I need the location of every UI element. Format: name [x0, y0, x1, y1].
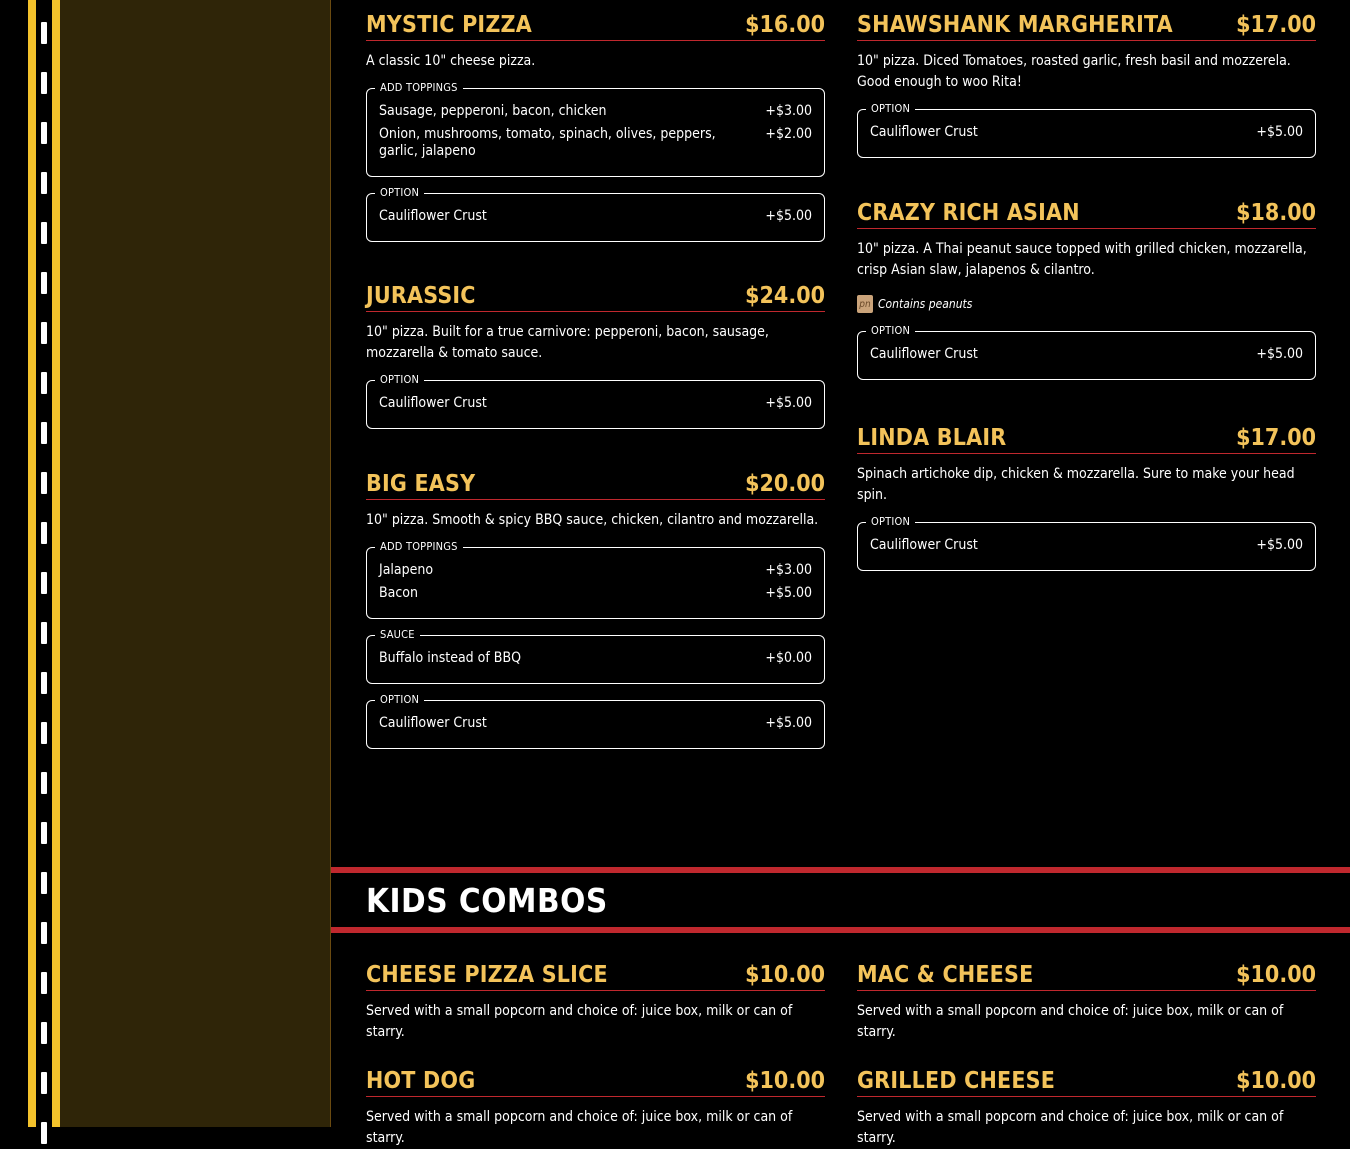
- option-row[interactable]: [870, 537, 1303, 554]
- item-description: 10" pizza. A Thai peanut sauce topped with grilled chicken, mozzarella, crisp Asian slaw, jalapenos & cilantro.: [857, 241, 1307, 278]
- group-legend: ADD TOPPINGS: [375, 540, 463, 554]
- group-legend: ADD TOPPINGS: [375, 81, 463, 95]
- option-group: [857, 324, 1316, 380]
- road-dash: [41, 122, 47, 144]
- option-label: Cauliflower Crust: [379, 208, 487, 224]
- option-row[interactable]: [379, 585, 812, 602]
- menu-item[interactable]: [857, 194, 1316, 380]
- item-header: [366, 6, 825, 41]
- option-price: +$5.00: [1256, 124, 1303, 140]
- item-name: SHAWSHANK MARGHERITA: [857, 12, 1173, 38]
- group-legend: OPTION: [375, 373, 424, 387]
- item-description: Served with a small popcorn and choice of: juice box, milk or can of starry.: [857, 1109, 1284, 1146]
- road-dash: [41, 422, 47, 444]
- road-dash: [41, 72, 47, 94]
- item-header: [366, 1062, 825, 1097]
- road-dash: [41, 372, 47, 394]
- road-dash: [41, 472, 47, 494]
- option-price: +$5.00: [765, 585, 812, 601]
- item-price: $17.00: [1236, 12, 1316, 38]
- menu-item[interactable]: [366, 956, 825, 1043]
- option-label: Buffalo instead of BBQ: [379, 650, 521, 666]
- road-dash: [41, 22, 47, 44]
- group-legend: OPTION: [866, 515, 915, 529]
- allergen-note: [857, 295, 1316, 313]
- item-header: [857, 419, 1316, 454]
- item-name: MAC & CHEESE: [857, 962, 1034, 988]
- option-row[interactable]: [379, 715, 812, 732]
- item-header: [857, 194, 1316, 229]
- menu-item[interactable]: [857, 956, 1316, 1043]
- option-price: +$5.00: [765, 395, 812, 411]
- option-price: +$0.00: [765, 650, 812, 666]
- option-label: Sausage, pepperoni, bacon, chicken: [379, 103, 607, 119]
- menu-item[interactable]: [857, 1062, 1316, 1149]
- sidebar: [60, 0, 331, 1127]
- option-row[interactable]: [379, 395, 812, 412]
- road-dash: [41, 822, 47, 844]
- item-price: $16.00: [745, 12, 825, 38]
- option-row[interactable]: [870, 346, 1303, 363]
- option-row[interactable]: [870, 124, 1303, 141]
- peanut-icon: pn: [857, 295, 873, 313]
- option-label: Cauliflower Crust: [870, 537, 978, 553]
- option-row[interactable]: [379, 208, 812, 225]
- item-header: [857, 6, 1316, 41]
- item-description: 10" pizza. Smooth & spicy BBQ sauce, chicken, cilantro and mozzarella.: [366, 512, 819, 528]
- option-label: Jalapeno: [379, 562, 434, 578]
- option-price: +$5.00: [765, 715, 812, 731]
- road-dash: [41, 872, 47, 894]
- option-label: Cauliflower Crust: [379, 715, 487, 731]
- option-price: +$3.00: [765, 103, 812, 119]
- road-dash: [41, 322, 47, 344]
- item-description: Served with a small popcorn and choice of: juice box, milk or can of starry.: [857, 1003, 1284, 1040]
- section-header: [331, 867, 1350, 933]
- option-price: +$5.00: [765, 208, 812, 224]
- item-description: 10" pizza. Diced Tomatoes, roasted garlic, fresh basil and mozzerela. Good enough to woo Rita!: [857, 53, 1291, 90]
- group-legend: OPTION: [375, 693, 424, 707]
- road-dash: [41, 522, 47, 544]
- option-label: Onion, mushrooms, tomato, spinach, olives, peppers, garlic, jalapeno: [379, 126, 716, 159]
- option-row[interactable]: [379, 126, 812, 160]
- road-edge: [0, 0, 28, 1127]
- option-price: +$3.00: [765, 562, 812, 578]
- toppings-group: [366, 81, 825, 177]
- item-header: [366, 956, 825, 991]
- item-price: $20.00: [745, 471, 825, 497]
- menu-item[interactable]: [366, 1062, 825, 1149]
- sauce-group: [366, 628, 825, 684]
- allergen-label: Contains peanuts: [878, 297, 973, 311]
- option-label: Bacon: [379, 585, 418, 601]
- option-group: [366, 373, 825, 429]
- item-name: MYSTIC PIZZA: [366, 12, 532, 38]
- item-name: CHEESE PIZZA SLICE: [366, 962, 608, 988]
- menu-item[interactable]: [366, 465, 825, 749]
- option-label: Cauliflower Crust: [870, 346, 978, 362]
- option-label: Cauliflower Crust: [870, 124, 978, 140]
- road-dash: [41, 172, 47, 194]
- road-dash: [41, 622, 47, 644]
- item-description: Served with a small popcorn and choice of: juice box, milk or can of starry.: [366, 1109, 793, 1146]
- road-dash: [41, 1122, 47, 1144]
- road-dash: [41, 972, 47, 994]
- option-price: +$5.00: [1256, 346, 1303, 362]
- option-label: Cauliflower Crust: [379, 395, 487, 411]
- group-legend: OPTION: [866, 324, 915, 338]
- group-legend: OPTION: [866, 102, 915, 116]
- item-header: [366, 465, 825, 500]
- road-dash: [41, 1072, 47, 1094]
- item-header: [857, 956, 1316, 991]
- road-dash: [41, 572, 47, 594]
- road-dash: [41, 1022, 47, 1044]
- item-price: $10.00: [1236, 1068, 1316, 1094]
- menu-item[interactable]: [366, 6, 825, 242]
- group-legend: OPTION: [375, 186, 424, 200]
- item-description: Served with a small popcorn and choice of: juice box, milk or can of starry.: [366, 1003, 793, 1040]
- road-dash: [41, 772, 47, 794]
- road-dash: [41, 922, 47, 944]
- item-name: HOT DOG: [366, 1068, 476, 1094]
- item-price: $17.00: [1236, 425, 1316, 451]
- item-price: $10.00: [745, 1068, 825, 1094]
- option-price: +$2.00: [765, 126, 812, 142]
- item-name: BIG EASY: [366, 471, 476, 497]
- group-legend: SAUCE: [375, 628, 420, 642]
- item-description: Spinach artichoke dip, chicken & mozzarella. Sure to make your head spin.: [857, 466, 1295, 503]
- option-group: [857, 515, 1316, 571]
- road-dash: [41, 672, 47, 694]
- option-row[interactable]: [379, 650, 812, 667]
- item-price: $18.00: [1236, 200, 1316, 226]
- menu-item[interactable]: [366, 277, 825, 429]
- road-dash: [41, 222, 47, 244]
- option-price: +$5.00: [1256, 537, 1303, 553]
- toppings-group: [366, 540, 825, 619]
- item-name: LINDA BLAIR: [857, 425, 1007, 451]
- item-name: GRILLED CHEESE: [857, 1068, 1056, 1094]
- option-group: [366, 186, 825, 242]
- item-header: [857, 1062, 1316, 1097]
- road-dash: [41, 272, 47, 294]
- item-price: $10.00: [1236, 962, 1316, 988]
- item-description: 10" pizza. Built for a true carnivore: pepperoni, bacon, sausage, mozzarella & tomato sauce.: [366, 324, 769, 361]
- option-group: [366, 693, 825, 749]
- option-row[interactable]: [379, 103, 812, 120]
- road-dash: [41, 722, 47, 744]
- menu-item[interactable]: [857, 419, 1316, 571]
- menu-item[interactable]: [857, 6, 1316, 158]
- item-name: CRAZY RICH ASIAN: [857, 200, 1080, 226]
- item-header: [366, 277, 825, 312]
- option-group: [857, 102, 1316, 158]
- section-title: KIDS COMBOS: [366, 881, 608, 920]
- road-lane: [36, 0, 52, 1127]
- option-row[interactable]: [379, 562, 812, 579]
- item-price: $10.00: [745, 962, 825, 988]
- item-description: A classic 10" cheese pizza.: [366, 53, 536, 69]
- menu-main: [331, 0, 1350, 1146]
- item-name: JURASSIC: [366, 283, 476, 309]
- item-price: $24.00: [745, 283, 825, 309]
